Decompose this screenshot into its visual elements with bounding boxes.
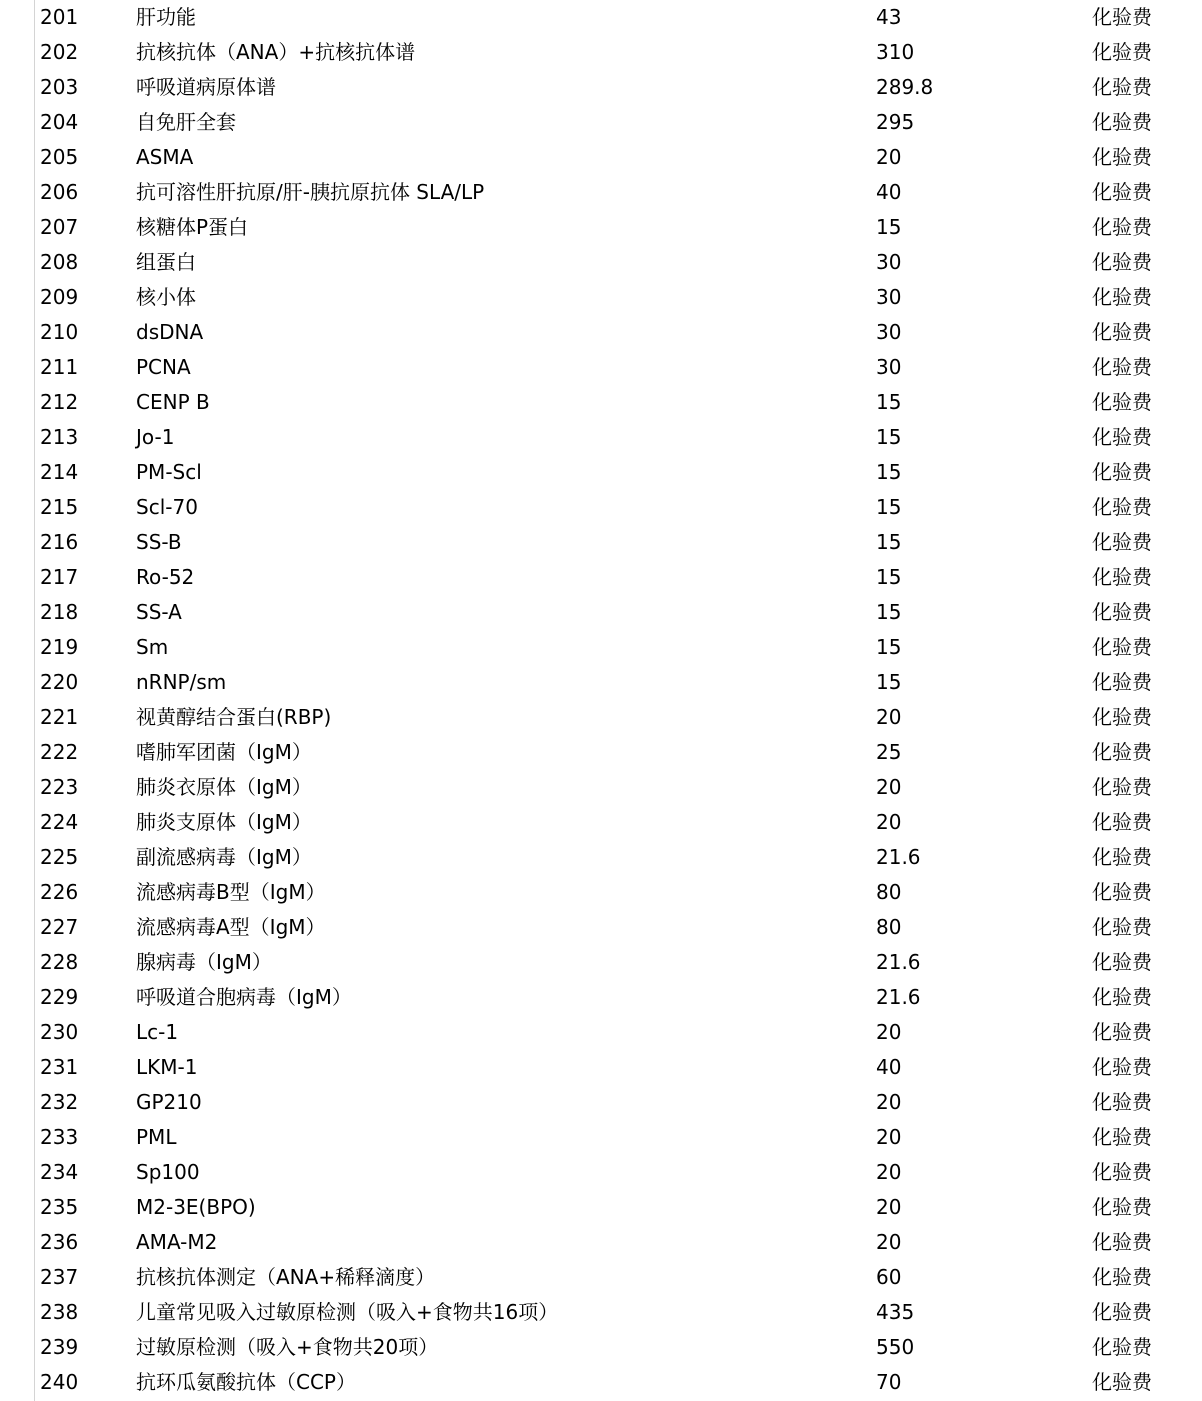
- item-type: 化验费: [1092, 1335, 1152, 1359]
- item-type: 化验费: [1092, 775, 1152, 799]
- item-name: SS-A: [136, 600, 182, 624]
- item-price: 310: [876, 40, 915, 64]
- item-number: 207: [40, 215, 79, 239]
- item-name: 副流感病毒（IgM）: [136, 845, 312, 869]
- item-type: 化验费: [1092, 110, 1152, 134]
- table-row: [0, 385, 1202, 420]
- item-type: 化验费: [1092, 600, 1152, 624]
- item-type: 化验费: [1092, 460, 1152, 484]
- item-type: 化验费: [1092, 390, 1152, 414]
- table-row: [0, 700, 1202, 735]
- item-type: 化验费: [1092, 40, 1152, 64]
- item-type: 化验费: [1092, 530, 1152, 554]
- item-number: 221: [40, 705, 79, 729]
- item-number: 220: [40, 670, 79, 694]
- item-type: 化验费: [1092, 5, 1152, 29]
- table-row: [0, 1155, 1202, 1190]
- item-price: 20: [876, 1160, 902, 1184]
- item-price: 21.6: [876, 985, 921, 1009]
- table-row: [0, 875, 1202, 910]
- table-row: [0, 455, 1202, 490]
- item-number: 222: [40, 740, 79, 764]
- item-name: Lc-1: [136, 1020, 179, 1044]
- item-type: 化验费: [1092, 1090, 1152, 1114]
- item-name: Jo-1: [136, 425, 175, 449]
- item-price: 21.6: [876, 845, 921, 869]
- item-name: 抗环瓜氨酸抗体（CCP）: [136, 1370, 356, 1394]
- item-price: 80: [876, 880, 902, 904]
- item-type: 化验费: [1092, 705, 1152, 729]
- item-type: 化验费: [1092, 355, 1152, 379]
- item-price: 30: [876, 320, 902, 344]
- item-number: 234: [40, 1160, 79, 1184]
- item-number: 226: [40, 880, 79, 904]
- item-name: nRNP/sm: [136, 670, 227, 694]
- item-number: 203: [40, 75, 79, 99]
- item-name: 腺病毒（IgM）: [136, 950, 272, 974]
- item-name: CENP B: [136, 390, 210, 414]
- item-type: 化验费: [1092, 250, 1152, 274]
- item-name: 儿童常见吸入过敏原检测（吸入+食物共16项）: [136, 1300, 559, 1324]
- item-name: SS-B: [136, 530, 182, 554]
- item-price: 15: [876, 390, 902, 414]
- table-row: [0, 35, 1202, 70]
- item-number: 229: [40, 985, 79, 1009]
- item-name: GP210: [136, 1090, 202, 1114]
- item-price: 15: [876, 635, 902, 659]
- table-row: [0, 1225, 1202, 1260]
- item-number: 208: [40, 250, 79, 274]
- item-price: 20: [876, 775, 902, 799]
- item-price: 15: [876, 425, 902, 449]
- item-type: 化验费: [1092, 985, 1152, 1009]
- table-row: [0, 560, 1202, 595]
- item-price: 20: [876, 1230, 902, 1254]
- item-name: 肝功能: [136, 5, 196, 29]
- item-type: 化验费: [1092, 180, 1152, 204]
- item-number: 235: [40, 1195, 79, 1219]
- table-row: [0, 350, 1202, 385]
- item-type: 化验费: [1092, 145, 1152, 169]
- item-number: 236: [40, 1230, 79, 1254]
- item-name: 核糖体P蛋白: [136, 215, 249, 239]
- table-row: [0, 1330, 1202, 1365]
- item-name: Sp100: [136, 1160, 200, 1184]
- item-price: 20: [876, 1125, 902, 1149]
- item-name: 呼吸道合胞病毒（IgM）: [136, 985, 352, 1009]
- item-number: 211: [40, 355, 79, 379]
- item-name: PCNA: [136, 355, 191, 379]
- item-price: 435: [876, 1300, 915, 1324]
- item-name: 流感病毒B型（IgM）: [136, 880, 326, 904]
- item-type: 化验费: [1092, 1055, 1152, 1079]
- item-price: 15: [876, 530, 902, 554]
- item-name: 抗可溶性肝抗原/肝-胰抗原抗体 SLA/LP: [136, 180, 485, 204]
- table-row: [0, 315, 1202, 350]
- item-name: 自免肝全套: [136, 110, 236, 134]
- item-price: 20: [876, 810, 902, 834]
- item-type: 化验费: [1092, 915, 1152, 939]
- table-row: [0, 1295, 1202, 1330]
- item-number: 239: [40, 1335, 79, 1359]
- item-number: 230: [40, 1020, 79, 1044]
- item-price: 43: [876, 5, 902, 29]
- item-number: 233: [40, 1125, 79, 1149]
- item-name: Sm: [136, 635, 169, 659]
- item-type: 化验费: [1092, 215, 1152, 239]
- item-number: 202: [40, 40, 79, 64]
- item-name: 抗核抗体测定（ANA+稀释滴度）: [136, 1265, 436, 1289]
- item-price: 20: [876, 145, 902, 169]
- table-row: [0, 770, 1202, 805]
- item-type: 化验费: [1092, 495, 1152, 519]
- item-name: 抗核抗体（ANA）+抗核抗体谱: [136, 40, 416, 64]
- table-row: [0, 1120, 1202, 1155]
- table-row: [0, 140, 1202, 175]
- item-number: 224: [40, 810, 79, 834]
- table-row: [0, 1365, 1202, 1400]
- item-price: 60: [876, 1265, 902, 1289]
- item-type: 化验费: [1092, 1265, 1152, 1289]
- item-price: 15: [876, 600, 902, 624]
- table-row: [0, 910, 1202, 945]
- table-row: [0, 840, 1202, 875]
- item-price: 25: [876, 740, 902, 764]
- item-number: 201: [40, 5, 79, 29]
- item-name: 核小体: [136, 285, 196, 309]
- item-number: 231: [40, 1055, 79, 1079]
- item-number: 210: [40, 320, 79, 344]
- table-row: [0, 105, 1202, 140]
- item-name: dsDNA: [136, 320, 204, 344]
- item-type: 化验费: [1092, 285, 1152, 309]
- item-price: 15: [876, 460, 902, 484]
- item-number: 228: [40, 950, 79, 974]
- table-row: [0, 280, 1202, 315]
- table-row: [0, 1190, 1202, 1225]
- table-row: [0, 980, 1202, 1015]
- item-price: 40: [876, 1055, 902, 1079]
- item-number: 205: [40, 145, 79, 169]
- item-type: 化验费: [1092, 845, 1152, 869]
- item-price: 20: [876, 1195, 902, 1219]
- item-price: 30: [876, 355, 902, 379]
- item-number: 204: [40, 110, 79, 134]
- item-number: 232: [40, 1090, 79, 1114]
- item-number: 227: [40, 915, 79, 939]
- table-row: [0, 210, 1202, 245]
- item-type: 化验费: [1092, 635, 1152, 659]
- item-number: 240: [40, 1370, 79, 1394]
- item-number: 219: [40, 635, 79, 659]
- item-name: 肺炎衣原体（IgM）: [136, 775, 312, 799]
- table-row: [0, 665, 1202, 700]
- table-row: [0, 805, 1202, 840]
- item-type: 化验费: [1092, 1370, 1152, 1394]
- item-type: 化验费: [1092, 1160, 1152, 1184]
- item-number: 238: [40, 1300, 79, 1324]
- item-type: 化验费: [1092, 425, 1152, 449]
- table-row: [0, 630, 1202, 665]
- item-price: 70: [876, 1370, 902, 1394]
- item-price: 15: [876, 495, 902, 519]
- item-type: 化验费: [1092, 565, 1152, 589]
- item-name: 视黄醇结合蛋白(RBP): [136, 705, 332, 729]
- table-row: [0, 735, 1202, 770]
- item-price: 30: [876, 250, 902, 274]
- item-price: 40: [876, 180, 902, 204]
- table-row: [0, 0, 1202, 35]
- item-type: 化验费: [1092, 740, 1152, 764]
- item-type: 化验费: [1092, 950, 1152, 974]
- item-type: 化验费: [1092, 810, 1152, 834]
- table-row: [0, 1050, 1202, 1085]
- item-type: 化验费: [1092, 1020, 1152, 1044]
- item-type: 化验费: [1092, 320, 1152, 344]
- item-type: 化验费: [1092, 1125, 1152, 1149]
- item-number: 212: [40, 390, 79, 414]
- item-name: AMA-M2: [136, 1230, 218, 1254]
- table-row: [0, 595, 1202, 630]
- item-number: 206: [40, 180, 79, 204]
- item-price: 295: [876, 110, 915, 134]
- item-price: 289.8: [876, 75, 934, 99]
- item-type: 化验费: [1092, 670, 1152, 694]
- item-type: 化验费: [1092, 880, 1152, 904]
- table-row: [0, 70, 1202, 105]
- item-price: 80: [876, 915, 902, 939]
- item-type: 化验费: [1092, 1195, 1152, 1219]
- table-row: [0, 1260, 1202, 1295]
- item-price: 550: [876, 1335, 915, 1359]
- item-number: 216: [40, 530, 79, 554]
- table-row: [0, 1085, 1202, 1120]
- item-name: PM-Scl: [136, 460, 202, 484]
- item-price: 15: [876, 565, 902, 589]
- item-number: 214: [40, 460, 79, 484]
- item-number: 217: [40, 565, 79, 589]
- item-number: 209: [40, 285, 79, 309]
- table-row: [0, 420, 1202, 455]
- table-row: [0, 1015, 1202, 1050]
- item-price: 20: [876, 1090, 902, 1114]
- item-type: 化验费: [1092, 1300, 1152, 1324]
- item-name: PML: [136, 1125, 177, 1149]
- item-name: 肺炎支原体（IgM）: [136, 810, 312, 834]
- table-row: [0, 945, 1202, 980]
- item-name: 流感病毒A型（IgM）: [136, 915, 326, 939]
- item-number: 215: [40, 495, 79, 519]
- item-price: 15: [876, 670, 902, 694]
- table-row: [0, 245, 1202, 280]
- item-name: Scl-70: [136, 495, 198, 519]
- item-price: 20: [876, 1020, 902, 1044]
- item-number: 223: [40, 775, 79, 799]
- item-number: 213: [40, 425, 79, 449]
- table-row: [0, 175, 1202, 210]
- item-type: 化验费: [1092, 75, 1152, 99]
- item-name: 组蛋白: [136, 250, 196, 274]
- table-row: [0, 490, 1202, 525]
- item-price: 30: [876, 285, 902, 309]
- item-name: LKM-1: [136, 1055, 198, 1079]
- table-row: [0, 525, 1202, 560]
- item-name: 嗜肺军团菌（IgM）: [136, 740, 312, 764]
- item-price: 15: [876, 215, 902, 239]
- item-number: 237: [40, 1265, 79, 1289]
- item-price: 20: [876, 705, 902, 729]
- item-number: 218: [40, 600, 79, 624]
- item-name: 呼吸道病原体谱: [136, 75, 276, 99]
- item-name: ASMA: [136, 145, 194, 169]
- item-name: 过敏原检测（吸入+食物共20项）: [136, 1335, 439, 1359]
- item-number: 225: [40, 845, 79, 869]
- item-price: 21.6: [876, 950, 921, 974]
- item-type: 化验费: [1092, 1230, 1152, 1254]
- item-name: M2-3E(BPO): [136, 1195, 256, 1219]
- item-name: Ro-52: [136, 565, 195, 589]
